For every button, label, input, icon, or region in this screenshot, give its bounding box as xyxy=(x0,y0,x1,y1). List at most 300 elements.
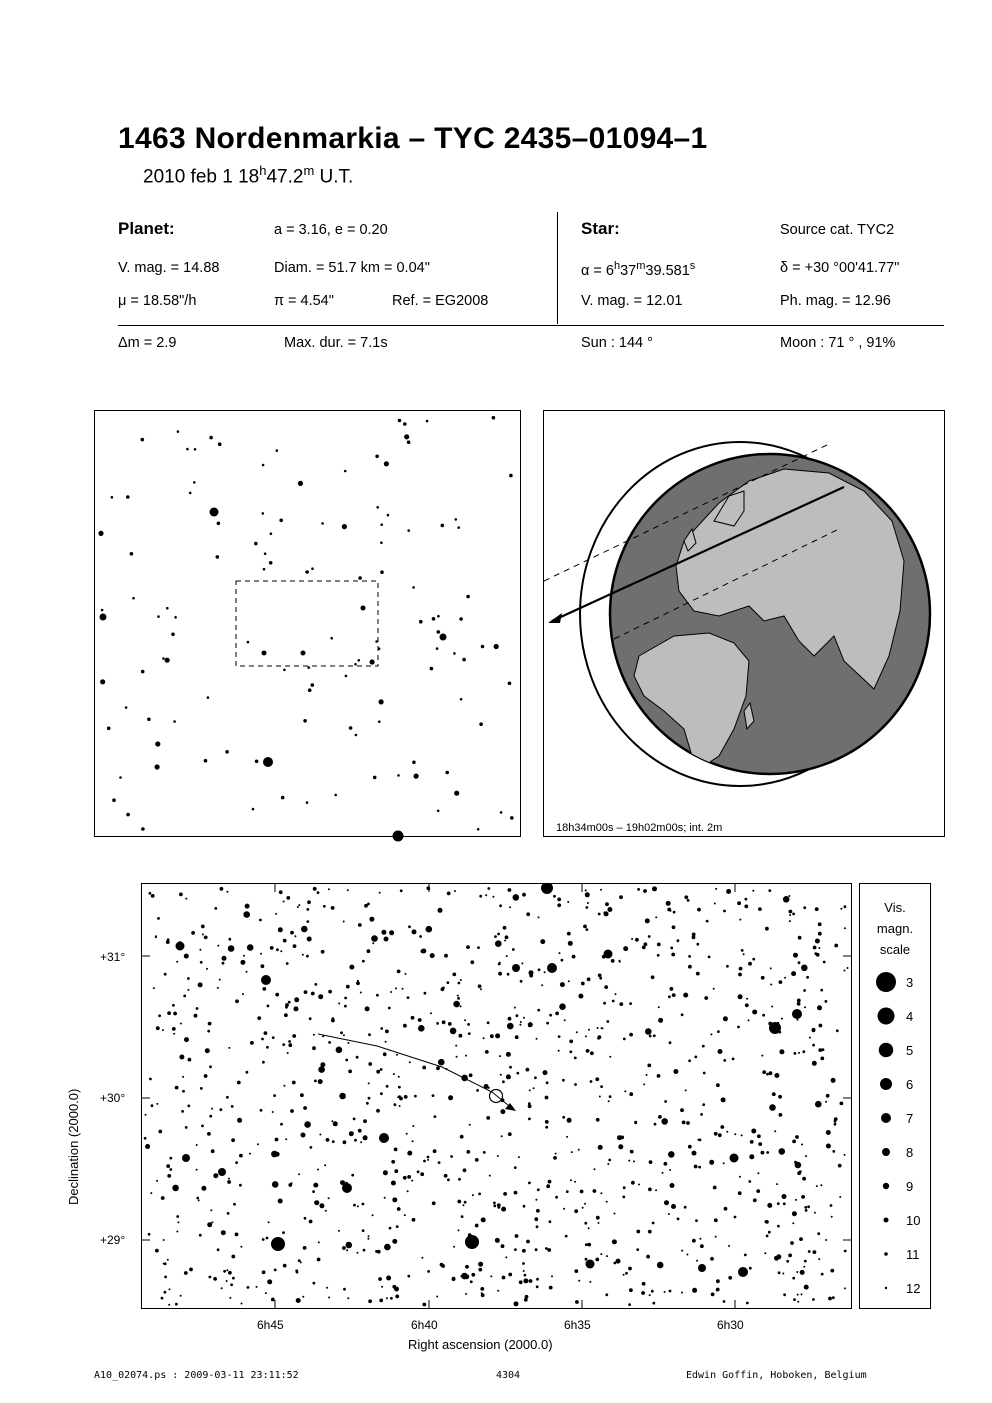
finder-chart xyxy=(94,410,521,837)
field-star xyxy=(222,962,225,965)
field-star xyxy=(469,1124,471,1126)
legend-title-line: scale xyxy=(879,942,911,957)
field-star xyxy=(379,1133,389,1143)
finder-star xyxy=(281,796,285,800)
finder-star xyxy=(307,666,310,669)
field-star xyxy=(548,1180,552,1184)
field-star xyxy=(718,1049,723,1054)
field-star xyxy=(314,983,317,986)
field-star xyxy=(802,1050,805,1053)
field-star xyxy=(432,1094,435,1097)
field-star xyxy=(434,1115,437,1118)
field-star xyxy=(603,1002,606,1005)
field-star xyxy=(339,1093,346,1100)
legend-dot xyxy=(882,1148,890,1156)
globe-caption: 18h34m00s – 19h02m00s; int. 2m xyxy=(556,822,723,834)
field-star xyxy=(486,1116,490,1120)
field-star xyxy=(288,1043,292,1047)
field-star xyxy=(391,1160,395,1164)
field-star xyxy=(421,949,426,954)
field-star xyxy=(399,1105,401,1107)
field-star xyxy=(314,1080,317,1083)
field-star xyxy=(584,1203,586,1205)
field-star xyxy=(504,940,506,942)
field-star xyxy=(241,1303,243,1305)
field-star xyxy=(820,1057,824,1061)
field-star xyxy=(166,1164,170,1168)
field-star xyxy=(602,955,606,959)
field-star xyxy=(568,941,573,946)
field-star xyxy=(298,904,300,906)
field-star xyxy=(816,1185,818,1187)
field-star xyxy=(201,1125,204,1128)
finder-star xyxy=(398,419,402,423)
field-star xyxy=(569,1040,573,1044)
field-star xyxy=(422,1303,426,1307)
finder-star xyxy=(334,794,337,797)
field-star xyxy=(501,1135,503,1137)
finder-star xyxy=(279,519,283,523)
field-star xyxy=(588,1029,590,1031)
field-star xyxy=(844,927,846,929)
field-star xyxy=(801,1195,805,1199)
field-star xyxy=(247,944,254,951)
field-star xyxy=(391,1181,396,1186)
field-star xyxy=(398,1095,401,1098)
field-star xyxy=(179,893,183,897)
field-star xyxy=(585,892,590,897)
field-star xyxy=(514,1301,519,1306)
field-star xyxy=(606,1201,608,1203)
field-star xyxy=(723,1162,725,1164)
field-star xyxy=(284,1013,288,1017)
field-star xyxy=(353,1118,356,1121)
field-star xyxy=(167,1011,171,1015)
field-star xyxy=(605,1293,608,1296)
finder-star xyxy=(186,448,189,451)
field-star xyxy=(326,1138,330,1142)
field-star xyxy=(623,1038,626,1041)
field-star xyxy=(681,1013,684,1016)
field-star xyxy=(745,898,748,901)
finder-star xyxy=(264,552,267,555)
field-star xyxy=(324,1164,326,1166)
field-star xyxy=(604,911,607,914)
finder-star xyxy=(440,634,447,641)
field-star xyxy=(593,1189,597,1193)
field-star xyxy=(826,1130,831,1135)
field-star xyxy=(585,1035,587,1037)
finder-star xyxy=(311,683,315,687)
field-star xyxy=(259,919,262,922)
field-star xyxy=(767,1203,772,1208)
field-star xyxy=(420,1172,424,1176)
field-star xyxy=(332,1140,335,1143)
field-star xyxy=(832,1150,835,1153)
field-star xyxy=(151,894,155,898)
field-star xyxy=(732,1058,735,1061)
field-star xyxy=(273,1094,276,1097)
field-star xyxy=(804,1260,807,1263)
field-star xyxy=(479,895,482,898)
field-star xyxy=(368,1062,372,1066)
legend-magnitude-label: 7 xyxy=(906,1111,914,1126)
field-star xyxy=(636,1230,640,1234)
field-star xyxy=(279,890,283,894)
field-star xyxy=(394,1148,398,1152)
field-star xyxy=(448,1095,453,1100)
field-star xyxy=(499,962,501,964)
field-star xyxy=(404,1095,408,1099)
field-star xyxy=(702,1103,705,1106)
field-star xyxy=(699,1238,701,1240)
field-star xyxy=(332,1017,335,1020)
field-star xyxy=(844,1250,847,1253)
finder-star xyxy=(510,816,514,820)
field-star xyxy=(394,1103,397,1106)
field-star xyxy=(540,939,545,944)
field-star xyxy=(704,996,708,1000)
field-star xyxy=(456,1056,458,1058)
field-star xyxy=(821,1273,824,1276)
field-star xyxy=(706,920,709,923)
field-star xyxy=(812,1298,815,1301)
field-star xyxy=(180,1023,182,1025)
legend-magnitude-label: 8 xyxy=(906,1145,914,1160)
star-vmag: V. mag. = 12.01 xyxy=(581,293,683,309)
field-star xyxy=(306,955,309,958)
field-star xyxy=(169,1157,172,1160)
field-star xyxy=(716,1083,720,1087)
field-star xyxy=(814,1212,816,1214)
field-star xyxy=(390,1297,393,1300)
field-star xyxy=(342,1246,346,1250)
field-star xyxy=(831,1216,833,1218)
finder-star xyxy=(303,719,307,723)
field-star xyxy=(677,1218,680,1221)
field-star xyxy=(209,1065,212,1068)
field-star xyxy=(801,1293,803,1295)
field-star xyxy=(278,927,283,932)
field-star xyxy=(777,1225,780,1228)
y-tick-label: +31° xyxy=(100,950,126,964)
field-star xyxy=(239,1184,242,1187)
field-star xyxy=(343,1140,347,1144)
field-star xyxy=(167,1174,171,1178)
field-star xyxy=(363,1119,367,1123)
field-star xyxy=(460,979,462,981)
field-star xyxy=(503,1192,507,1196)
field-star xyxy=(546,1184,550,1188)
field-star xyxy=(623,946,628,951)
field-star xyxy=(612,1000,615,1003)
field-star xyxy=(495,940,502,947)
field-star xyxy=(247,1286,250,1289)
field-star xyxy=(574,1181,576,1183)
field-star xyxy=(326,1287,328,1289)
field-star xyxy=(201,1186,206,1191)
y-axis-label: Declination (2000.0) xyxy=(66,1088,81,1205)
field-star xyxy=(294,997,299,1002)
field-star xyxy=(156,1103,158,1105)
field-star xyxy=(555,1012,559,1016)
field-star xyxy=(432,1201,436,1205)
star-chart xyxy=(141,883,852,1309)
field-star xyxy=(211,1108,213,1110)
field-star xyxy=(380,1027,383,1030)
field-star xyxy=(351,1174,354,1177)
field-star xyxy=(598,1145,603,1150)
field-star xyxy=(463,1168,467,1172)
field-star xyxy=(551,1275,553,1277)
field-star xyxy=(475,1224,479,1228)
field-star xyxy=(590,1051,594,1055)
field-star xyxy=(714,1218,718,1222)
finder-star xyxy=(436,647,439,650)
field-star xyxy=(522,1249,526,1253)
earth-globe xyxy=(544,411,944,836)
field-star xyxy=(815,939,820,944)
field-star xyxy=(789,910,793,914)
field-star xyxy=(535,1248,538,1251)
field-star xyxy=(529,1279,533,1283)
field-star xyxy=(179,1055,184,1060)
field-star xyxy=(483,1151,486,1154)
field-star xyxy=(500,1074,502,1076)
legend-dot xyxy=(881,1113,891,1123)
field-star xyxy=(325,1210,327,1212)
field-star xyxy=(196,1197,199,1200)
field-star xyxy=(280,950,282,952)
field-star xyxy=(834,1117,838,1121)
planet-parallax: π = 4.54" xyxy=(274,293,334,309)
field-star xyxy=(262,1061,265,1064)
field-star xyxy=(541,984,543,986)
field-star xyxy=(844,1287,846,1289)
field-star xyxy=(505,935,509,939)
field-star xyxy=(185,898,187,900)
field-star xyxy=(818,932,822,936)
field-star xyxy=(795,1162,802,1169)
field-star xyxy=(615,993,617,995)
field-star xyxy=(201,925,205,929)
field-star xyxy=(816,953,820,957)
field-star xyxy=(218,1168,226,1176)
field-star xyxy=(671,953,675,957)
finder-star xyxy=(373,776,377,780)
field-star xyxy=(528,1182,531,1185)
field-star xyxy=(749,1154,754,1159)
field-star xyxy=(568,980,570,982)
field-star xyxy=(392,1285,396,1289)
finder-star xyxy=(225,750,229,754)
field-star xyxy=(196,1007,199,1010)
field-star xyxy=(737,901,741,905)
field-star xyxy=(163,1239,165,1241)
field-star xyxy=(172,1185,179,1192)
field-star xyxy=(688,955,691,958)
field-star xyxy=(366,1102,369,1105)
field-star xyxy=(502,1080,505,1083)
field-star xyxy=(664,1200,669,1205)
field-star xyxy=(271,1298,275,1302)
field-star xyxy=(243,955,245,957)
field-star xyxy=(585,1258,588,1261)
field-star xyxy=(812,1044,815,1047)
field-star xyxy=(823,961,826,964)
field-star xyxy=(687,899,690,902)
field-star xyxy=(383,1052,387,1056)
field-star xyxy=(344,1005,347,1008)
field-star xyxy=(782,1194,787,1199)
field-star xyxy=(793,1298,796,1301)
finder-star xyxy=(387,514,390,517)
field-star xyxy=(774,1130,776,1132)
field-star xyxy=(795,1135,799,1139)
field-star xyxy=(411,1180,413,1182)
field-star xyxy=(648,935,651,938)
field-star xyxy=(670,1183,675,1188)
field-star xyxy=(371,935,378,942)
field-star xyxy=(314,1201,317,1204)
field-star xyxy=(164,1291,167,1294)
field-star xyxy=(647,1064,651,1068)
field-star xyxy=(783,1202,786,1205)
field-star xyxy=(230,1283,233,1286)
field-star xyxy=(635,938,639,942)
field-star xyxy=(726,965,729,968)
field-star xyxy=(492,896,494,898)
field-star xyxy=(302,1296,304,1298)
field-star xyxy=(723,910,726,913)
field-star xyxy=(145,1144,150,1149)
field-star xyxy=(765,927,769,931)
field-star xyxy=(422,1066,426,1070)
field-star xyxy=(465,1265,469,1269)
field-star xyxy=(417,1170,420,1173)
field-star xyxy=(671,1204,676,1209)
field-star xyxy=(426,926,433,933)
field-star xyxy=(844,1154,846,1156)
delta-magnitude: Δm = 2.9 xyxy=(118,335,177,351)
magnitude-legend xyxy=(859,883,931,1309)
field-star xyxy=(319,1134,321,1136)
field-star xyxy=(686,1121,690,1125)
field-star xyxy=(407,1175,411,1179)
field-star xyxy=(458,1229,460,1231)
field-star xyxy=(358,1129,362,1133)
field-star xyxy=(490,1034,494,1038)
field-star xyxy=(307,900,311,904)
field-star xyxy=(388,1007,391,1010)
field-star xyxy=(256,1286,258,1288)
field-star xyxy=(381,930,386,935)
info-divider-horizontal xyxy=(118,325,944,326)
field-star xyxy=(723,1016,728,1021)
field-star xyxy=(300,1093,304,1097)
field-star xyxy=(654,1123,657,1126)
field-star xyxy=(270,946,274,950)
field-star xyxy=(294,1006,299,1011)
finder-star xyxy=(432,617,436,621)
field-star xyxy=(628,1160,630,1162)
field-star xyxy=(633,1160,635,1162)
field-star xyxy=(395,987,397,989)
field-star xyxy=(392,1239,397,1244)
finder-star xyxy=(454,791,459,796)
field-star xyxy=(595,1258,599,1262)
field-star xyxy=(169,1168,172,1171)
field-star xyxy=(380,1092,383,1095)
field-star xyxy=(822,1048,825,1051)
field-star xyxy=(565,1235,568,1238)
field-star xyxy=(465,1235,479,1249)
finder-star xyxy=(269,561,273,565)
field-star xyxy=(788,1254,792,1258)
field-star xyxy=(386,1276,391,1281)
field-star xyxy=(682,1121,686,1125)
field-star xyxy=(799,1237,803,1241)
field-star xyxy=(696,972,700,976)
field-star xyxy=(514,1191,518,1195)
field-star xyxy=(232,1277,235,1280)
field-star xyxy=(711,1293,715,1297)
field-star xyxy=(726,889,731,894)
field-star xyxy=(546,1081,549,1084)
field-star xyxy=(809,1037,811,1039)
field-star xyxy=(405,973,407,975)
finder-star xyxy=(342,524,347,529)
field-star xyxy=(290,1109,294,1113)
field-star xyxy=(576,1031,578,1033)
field-star xyxy=(828,1297,832,1301)
field-star xyxy=(441,987,445,991)
field-star xyxy=(840,908,842,910)
finder-star xyxy=(252,808,255,811)
field-star xyxy=(622,1196,625,1199)
field-star xyxy=(447,892,451,896)
field-star xyxy=(765,1220,769,1224)
field-star xyxy=(395,1295,399,1299)
field-star xyxy=(297,906,299,908)
field-star xyxy=(583,925,587,929)
field-star xyxy=(657,943,661,947)
field-star xyxy=(384,1197,386,1199)
field-star xyxy=(526,1240,530,1244)
field-star xyxy=(346,985,350,989)
field-star xyxy=(641,1291,645,1295)
field-star xyxy=(485,894,487,896)
field-star xyxy=(404,1214,406,1216)
field-star xyxy=(797,1171,801,1175)
field-star xyxy=(409,1061,411,1063)
field-star xyxy=(363,1249,366,1252)
field-star xyxy=(804,1285,809,1290)
field-star xyxy=(497,1290,499,1292)
field-star xyxy=(156,1180,158,1182)
field-star xyxy=(778,1031,781,1034)
field-star xyxy=(393,1073,395,1075)
field-star xyxy=(267,1005,270,1008)
field-star xyxy=(587,977,591,981)
field-star xyxy=(783,1293,786,1296)
field-star xyxy=(309,1220,313,1224)
field-star xyxy=(464,1201,467,1204)
field-star xyxy=(668,1213,670,1215)
field-star xyxy=(757,1172,759,1174)
field-star xyxy=(611,959,615,963)
field-star xyxy=(668,1151,675,1158)
